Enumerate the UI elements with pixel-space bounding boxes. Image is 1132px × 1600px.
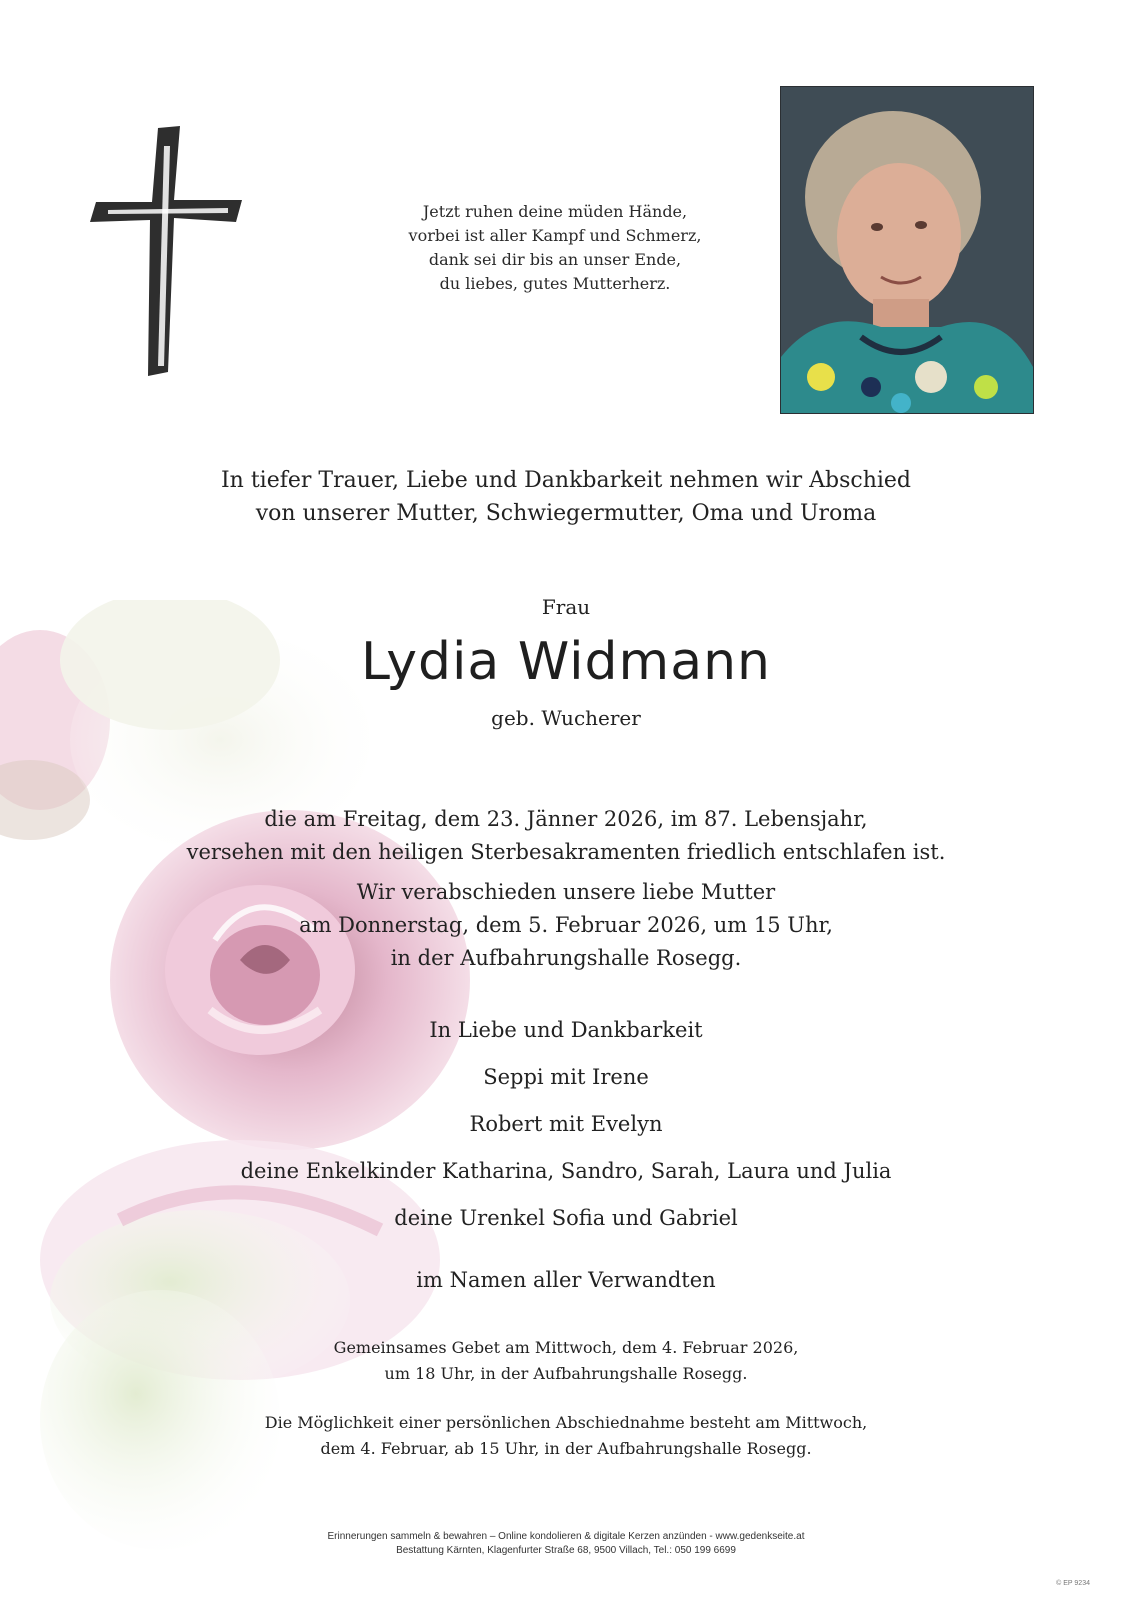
portrait-image xyxy=(781,87,1033,413)
viewing-line: Die Möglichkeit einer persönlichen Abschiednahme besteht am Mittwoch, xyxy=(264,1413,868,1432)
poem-line: Jetzt ruhen deine müden Hände, xyxy=(422,202,688,221)
cross-icon xyxy=(88,126,248,376)
intro-line: von unserer Mutter, Schwiegermutter, Oma und Uroma xyxy=(255,501,877,526)
farewell-line: am Donnerstag, dem 5. Februar 2026, um 15 Uhr, xyxy=(299,913,833,937)
poem xyxy=(380,200,730,296)
prayer-notice xyxy=(0,1335,1132,1387)
prayer-line: um 18 Uhr, in der Aufbahrungshalle Rosegg. xyxy=(384,1364,748,1383)
family-line: In Liebe und Dankbarkeit xyxy=(429,1018,703,1042)
poem-line: dank sei dir bis an unser Ende, xyxy=(428,250,682,269)
death-notice-line: versehen mit den heiligen Sterbesakramenten friedlich entschlafen ist. xyxy=(186,840,946,864)
farewell-line: Wir verabschieden unsere liebe Mutter xyxy=(356,880,776,904)
footer xyxy=(0,1530,1132,1558)
farewell-notice xyxy=(0,876,1132,975)
family-line: Robert mit Evelyn xyxy=(469,1112,663,1136)
honorific: Frau xyxy=(541,595,591,619)
family-line: deine Urenkel Sofia und Gabriel xyxy=(394,1206,738,1230)
prayer-line: Gemeinsames Gebet am Mittwoch, dem 4. Februar 2026, xyxy=(333,1338,799,1357)
footer-line: Bestattung Kärnten, Klagenfurter Straße 68, 9500 Villach, Tel.: 050 199 6699 xyxy=(396,1545,736,1556)
intro-line: In tiefer Trauer, Liebe und Dankbarkeit nehmen wir Abschied xyxy=(220,468,912,493)
death-notice-line: die am Freitag, dem 23. Jänner 2026, im 87. Lebensjahr, xyxy=(264,807,868,831)
poem-line: vorbei ist aller Kampf und Schmerz, xyxy=(408,226,702,245)
birth-name: geb. Wucherer xyxy=(491,706,641,730)
family-line: im Namen aller Verwandten xyxy=(416,1268,716,1292)
footer-line: Erinnerungen sammeln & bewahren – Online kondolieren & digitale Kerzen anzünden - www.gedenkseite.at xyxy=(327,1531,805,1542)
deceased-name: Lydia Widmann xyxy=(361,632,771,692)
intro-text xyxy=(0,464,1132,530)
reference-code: © EP 9234 xyxy=(1056,1580,1090,1587)
viewing-line: dem 4. Februar, ab 15 Uhr, in der Aufbahrungshalle Rosegg. xyxy=(320,1439,812,1458)
poem-line: du liebes, gutes Mutterherz. xyxy=(439,274,671,293)
viewing-notice xyxy=(0,1410,1132,1462)
family-line: Seppi mit Irene xyxy=(483,1065,649,1089)
family-line: deine Enkelkinder Katharina, Sandro, Sarah, Laura und Julia xyxy=(240,1159,892,1183)
portrait-photo xyxy=(780,86,1034,414)
death-notice xyxy=(0,803,1132,869)
farewell-line: in der Aufbahrungshalle Rosegg. xyxy=(390,946,742,970)
